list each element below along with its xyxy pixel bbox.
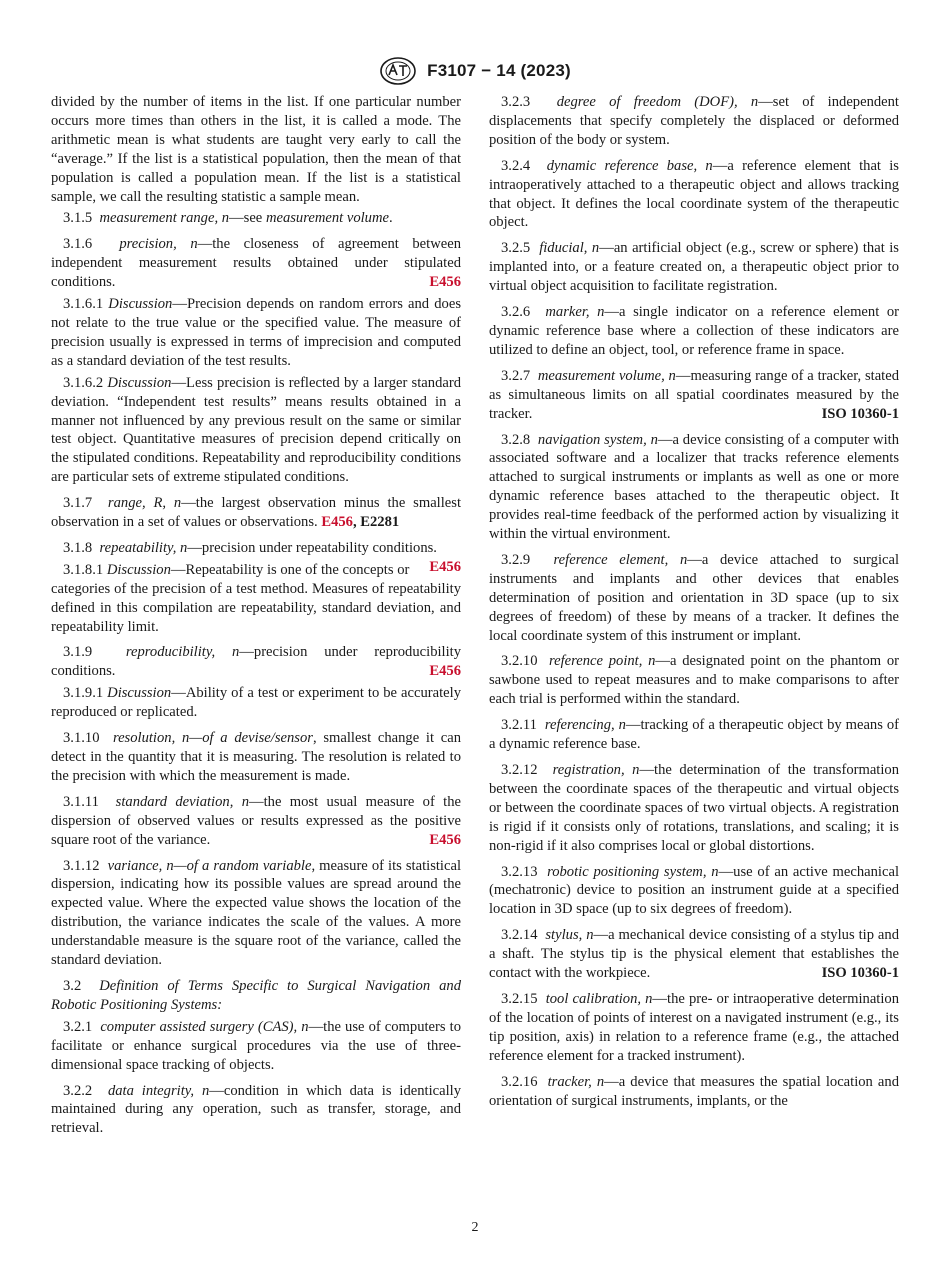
- paragraph-continuation: divided by the number of items in the list. If one particular number occurs more times than others in the list, it is called a mode. The arithmetic mean is what students are taught very early to call the “average.” If the list is a statistical population, then the mean of that population is called a population mean. If the list is a statistical sample, we call the resulting statistic a sample mean.: [51, 94, 461, 205]
- paragraph-3-2-9: 3.2.9 reference element, n—a device attached to surgical instruments and implants and other devices that enables determination of position and orientation in 3D space (up to six degrees of freedom) of these by means of a tracker. It defines the local coordinate system of this instrument or implant.: [489, 551, 900, 644]
- paragraph-3-2-15: 3.2.15 tool calibration, n—the pre- or intraoperative determination of the location of points of interest on a navigated instrument (e.g., its tip position, axis) in relation to a reference frame (e.g., the attached reference element for a tracked instrument).: [489, 990, 899, 1064]
- reference-link[interactable]: E456: [321, 514, 353, 531]
- reference-link[interactable]: E456: [429, 274, 461, 291]
- page-number: 2: [471, 1220, 479, 1235]
- reference-link[interactable]: E456: [429, 831, 461, 848]
- paragraph-3-1-8: 3.1.8 repeatability, n—precision under repeatability conditions. E456: [63, 539, 461, 575]
- paragraph-3-2-13: 3.2.13 robotic positioning system, n—use of an active mechanical (mechatronic) device to position an instrument guide at a specified location in 3D space (up to six degrees of freedom).: [489, 863, 899, 918]
- paragraph-3-1-11: 3.1.11 standard deviation, n—the most usual measure of the dispersion of observed values or results expressed as the positive square root of the variance. E456: [51, 793, 461, 848]
- paragraph-3-1-9: 3.1.9 reproducibility, n—precision under reproducibility conditions. E456: [51, 644, 462, 680]
- paragraph-3-2-12: 3.2.12 registration, n—the determination of the transformation between the coordinate spaces of the therapeutic and virtual objects or between the coordinate spaces of two virtual objects. A registration is rigid if it consists only of rotations, translations, and scaling; it is non-rigid if it also comprises local or global distortions.: [489, 762, 900, 854]
- paragraph-3-1-6: 3.1.6 precision, n—the closeness of agreement between independent measurement results obtained under stipulated conditions. E456: [51, 236, 461, 291]
- paragraph-3-2-1: 3.2.1 computer assisted surgery (CAS), n—the use of computers to facilitate or enhance surgical procedures via the use of three-dimensional space tracking of objects.: [51, 1018, 461, 1073]
- paragraph-3-2-4: 3.2.4 dynamic reference base, n—a reference element that is intraoperatively attached to a therapeutic object and allows tracking that object. It defines the local coordinate system of the therapeutic object.: [489, 157, 899, 231]
- paragraph-3-1-6-1: 3.1.6.1 Discussion—Precision depends on random errors and does not relate to the true value or the specified value. The measure of precision usually is expressed in terms of imprecision and computed as a standard deviation of the test results.: [51, 296, 461, 369]
- page-header: [0, 56, 950, 86]
- paragraph-3-1-12: 3.1.12 variance, n—of a random variable, measure of its statistical dispersion, indicating how its possible values are spread around the expected value. Where the expected value shows the location of the distribution, the variance indicates the scale of the values. A more understandable measure is the square root of the variance, called the standard deviation.: [51, 857, 462, 969]
- paragraph-3-2-8: 3.2.8 navigation system, n—a device consisting of a computer with associated software and a localizer that tracks reference elements attached to surgical instruments or implants as well as one or more dynamic reference bases attached to the therapeutic object. It provides real-time feedback of the performed action by visualizing it within the virtual environment.: [489, 431, 900, 543]
- paragraph-3-2-3: 3.2.3 degree of freedom (DOF), n—set of independent displacements that specify completely the displaced or deformed position of the body or system.: [489, 94, 899, 148]
- paragraph-3-1-6-2: 3.1.6.2 Discussion—Less precision is reflected by a larger standard deviation. “Independent test results” means results obtained in a manner not influenced by any previous result on the same or similar test object. Quantitative measures of precision depend critically on the stipulated conditions. Repeatability and reproducibility conditions are particular sets of extreme stipulated conditions.: [51, 374, 462, 486]
- reference-link[interactable]: E456: [429, 663, 461, 680]
- paragraph-3-1-7: 3.1.7 range, R, n—the largest observation minus the smallest observation in a set of values or observations. E456, E2281: [51, 495, 461, 531]
- reference-link[interactable]: E456: [429, 558, 461, 575]
- paragraph-3-2-11: 3.2.11 referencing, n—tracking of a therapeutic object by means of a dynamic reference base.: [489, 717, 900, 753]
- paragraph-3-1-5: 3.1.5 measurement range, n—see measurement volume.: [63, 210, 393, 227]
- paragraph-3-2-5: 3.2.5 fiducial, n—an artificial object (e.g., screw or sphere) that is implanted into, or a feature created on, a therapeutic object prior to virtual object acquisition to facilitate registration.: [489, 240, 899, 295]
- paragraph-3-2-2: 3.2.2 data integrity, n—condition in which data is identically maintained during any operation, such as transfer, storage, and retrieval.: [51, 1082, 462, 1137]
- paragraph-3-1-10: 3.1.10 resolution, n—of a devise/sensor, smallest change it can detect in the quantity that it is measuring. The resolution is related to the precision with which the measurement is made.: [51, 730, 461, 784]
- right-column: [489, 93, 899, 1117]
- document-number: F3107 − 14 (2023): [427, 61, 571, 80]
- paragraph-3-2-16: 3.2.16 tracker, n—a device that measures the spatial location and orientation of surgical instruments, implants, or the: [489, 1073, 899, 1109]
- paragraph-3-1-9-1: 3.1.9.1 Discussion—Ability of a test or experiment to be accurately reproduced or replicated.: [51, 685, 461, 721]
- paragraph-3-2-10: 3.2.10 reference point, n—a designated point on the phantom or sawbone used to repeat measures and to make comparisons to after each trial is performed within the standard.: [489, 653, 899, 708]
- astm-logo-icon: [379, 56, 417, 86]
- reference-link: , E2281: [352, 514, 400, 531]
- section-3-2-heading: 3.2 Definition of Terms Specific to Surgical Navigation and Robotic Positioning Systems:: [51, 977, 461, 1013]
- left-column: [51, 93, 461, 1145]
- reference-link: ISO 10360-1: [821, 405, 899, 422]
- paragraph-3-2-7: 3.2.7 measurement volume, n—measuring range of a tracker, stated as simultaneous limits on all spatial coordinates measured by the tracker. ISO 10360-1: [489, 367, 900, 422]
- paragraph-3-1-8-1: 3.1.8.1 Discussion—Repeatability is one of the concepts or categories of the precision of a test method. Measures of repeatability defined in this compilation are repeatability, standard deviation, and repeatability limit.: [51, 561, 461, 635]
- reference-link: ISO 10360-1: [821, 965, 899, 982]
- paragraph-3-2-6: 3.2.6 marker, n—a single indicator on a reference element or dynamic reference base where a collection of these indicators are utilized to define an object, tool, or reference frame in space.: [489, 304, 899, 358]
- paragraph-3-2-14: 3.2.14 stylus, n—a mechanical device consisting of a stylus tip and a shaft. The stylus tip is the physical element that establishes the contact with the workpiece. ISO 10360-1: [489, 927, 899, 982]
